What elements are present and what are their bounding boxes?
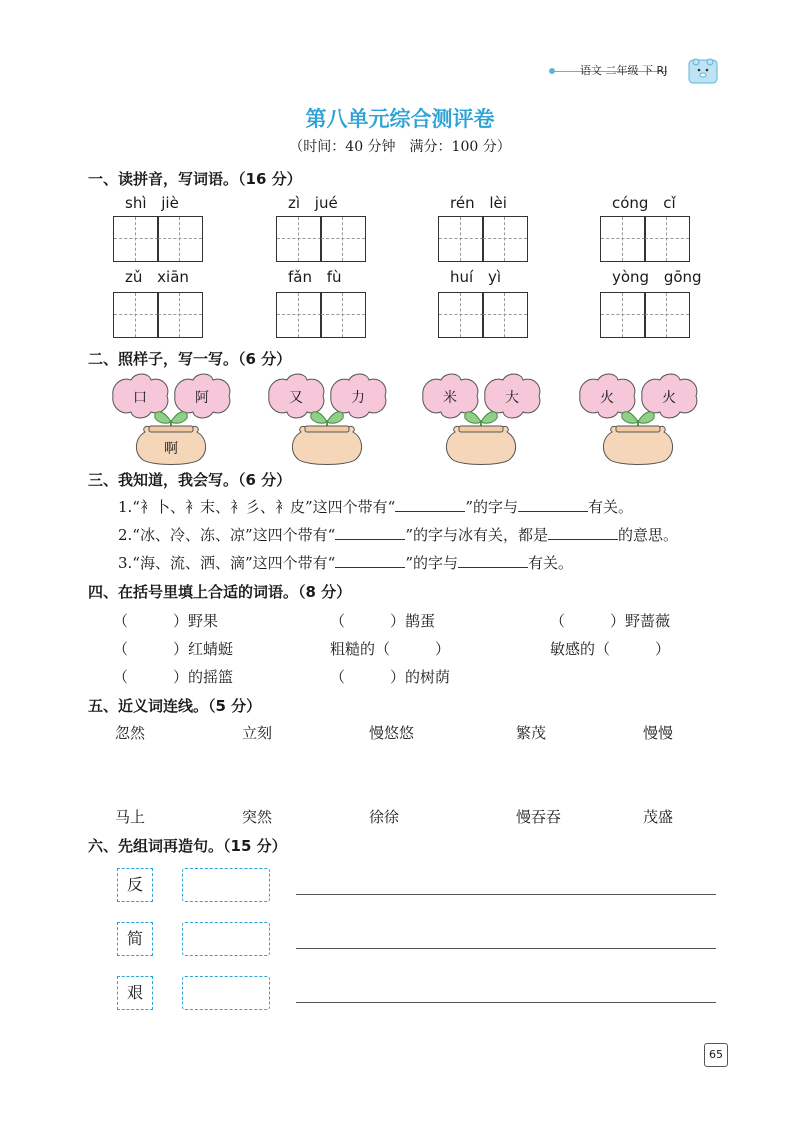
char-box: 反 xyxy=(117,868,153,902)
pinyin-label: fǎn fù xyxy=(288,268,342,286)
fill-item[interactable]: 敏感的（ ） xyxy=(550,640,671,658)
fill-item[interactable]: （ ）的树荫 xyxy=(330,668,451,686)
synonym-bottom[interactable]: 茂盛 xyxy=(643,808,674,826)
tian-zi-box[interactable] xyxy=(438,292,484,338)
synonym-bottom[interactable]: 马上 xyxy=(115,808,146,826)
section-1-heading: 一、读拼音，写词语。（16 分） xyxy=(88,170,302,188)
tian-zi-box[interactable] xyxy=(157,292,203,338)
tian-zi-box[interactable] xyxy=(600,216,646,262)
tian-zi-box[interactable] xyxy=(276,216,322,262)
tian-zi-box[interactable] xyxy=(644,292,690,338)
tian-zi-box[interactable] xyxy=(644,216,690,262)
pot-char[interactable]: 啊 xyxy=(164,441,178,457)
tian-zi-box[interactable] xyxy=(113,216,159,262)
pinyin-label: zǔ xiān xyxy=(125,268,189,286)
answer-blank[interactable] xyxy=(395,497,465,512)
fill-item[interactable]: 粗糙的（ ） xyxy=(330,640,451,658)
tian-zi-box[interactable] xyxy=(276,292,322,338)
page-title: 第八单元综合测评卷 xyxy=(305,107,495,131)
fill-item[interactable]: （ ）红蜻蜓 xyxy=(113,640,234,658)
pinyin-label: cóng cǐ xyxy=(612,194,676,212)
petal-char: 口 xyxy=(133,390,147,406)
section-3-q3: 3.“海、流、洒、滴”这四个带有“ ”的字与 有关。 xyxy=(118,554,574,572)
synonym-bottom[interactable]: 徐徐 xyxy=(369,808,400,826)
sentence-line[interactable] xyxy=(296,948,716,949)
section-3-q2: 2.“冰、冷、冻、凉”这四个带有“ ”的字与冰有关，都是 的意思。 xyxy=(118,526,679,544)
sentence-line[interactable] xyxy=(296,1002,716,1003)
tian-zi-box[interactable] xyxy=(320,216,366,262)
section-2-heading: 二、照样子，写一写。（6 分） xyxy=(88,350,292,368)
pinyin-label: huí yì xyxy=(450,268,501,286)
fill-item[interactable]: （ ）野果 xyxy=(113,612,219,630)
pinyin-label: zì jué xyxy=(288,194,338,212)
fill-item[interactable]: （ ）野蔷薇 xyxy=(550,612,671,630)
synonym-bottom[interactable]: 慢吞吞 xyxy=(516,808,562,826)
tian-zi-box[interactable] xyxy=(600,292,646,338)
word-box[interactable] xyxy=(182,922,270,956)
answer-blank[interactable] xyxy=(335,525,405,540)
page-number: 65 xyxy=(704,1043,728,1067)
section-4-heading: 四、在括号里填上合适的词语。（8 分） xyxy=(88,583,352,601)
char-box: 简 xyxy=(117,922,153,956)
tian-zi-box[interactable] xyxy=(438,216,484,262)
petal-char: 火 xyxy=(600,390,614,406)
sentence-line[interactable] xyxy=(296,894,716,895)
pinyin-label: yòng gōng xyxy=(612,268,702,286)
pinyin-label: shì jiè xyxy=(125,194,179,212)
tian-zi-box[interactable] xyxy=(482,292,528,338)
tian-zi-box[interactable] xyxy=(113,292,159,338)
char-box: 艰 xyxy=(117,976,153,1010)
tian-zi-box[interactable] xyxy=(157,216,203,262)
section-3-q1: 1.“衤卜、衤末、衤彡、衤皮”这四个带有“ ”的字与 有关。 xyxy=(118,498,634,516)
tian-zi-box[interactable] xyxy=(482,216,528,262)
fill-item[interactable]: （ ）鹊蛋 xyxy=(330,612,436,630)
section-3-heading: 三、我知道，我会写。（6 分） xyxy=(88,471,292,489)
word-box[interactable] xyxy=(182,976,270,1010)
petal-char: 力 xyxy=(351,390,365,406)
answer-blank[interactable] xyxy=(458,553,528,568)
section-6-heading: 六、先组词再造句。（15 分） xyxy=(88,837,287,855)
synonym-top[interactable]: 繁茂 xyxy=(516,724,547,742)
petal-char: 阿 xyxy=(195,390,209,406)
answer-blank[interactable] xyxy=(335,553,405,568)
petal-char: 火 xyxy=(662,390,676,406)
answer-blank[interactable] xyxy=(548,525,618,540)
synonym-bottom[interactable]: 突然 xyxy=(242,808,273,826)
petal-char: 大 xyxy=(505,390,519,406)
synonym-top[interactable]: 立刻 xyxy=(242,724,273,742)
grade-label: 语文 二年级 下 RJ xyxy=(580,64,668,77)
synonym-top[interactable]: 忽然 xyxy=(115,724,146,742)
synonym-top[interactable]: 慢慢 xyxy=(643,724,674,742)
synonym-top[interactable]: 慢悠悠 xyxy=(369,724,415,742)
petal-char: 米 xyxy=(443,390,457,406)
pinyin-label: rén lèi xyxy=(450,194,507,212)
exam-info: （时间：40 分钟 满分：100 分） xyxy=(289,139,511,155)
bear-icon xyxy=(688,56,718,84)
word-box[interactable] xyxy=(182,868,270,902)
answer-blank[interactable] xyxy=(518,497,588,512)
petal-char: 又 xyxy=(289,390,303,406)
section-5-heading: 五、近义词连线。（5 分） xyxy=(88,697,262,715)
fill-item[interactable]: （ ）的摇篮 xyxy=(113,668,234,686)
tian-zi-box[interactable] xyxy=(320,292,366,338)
